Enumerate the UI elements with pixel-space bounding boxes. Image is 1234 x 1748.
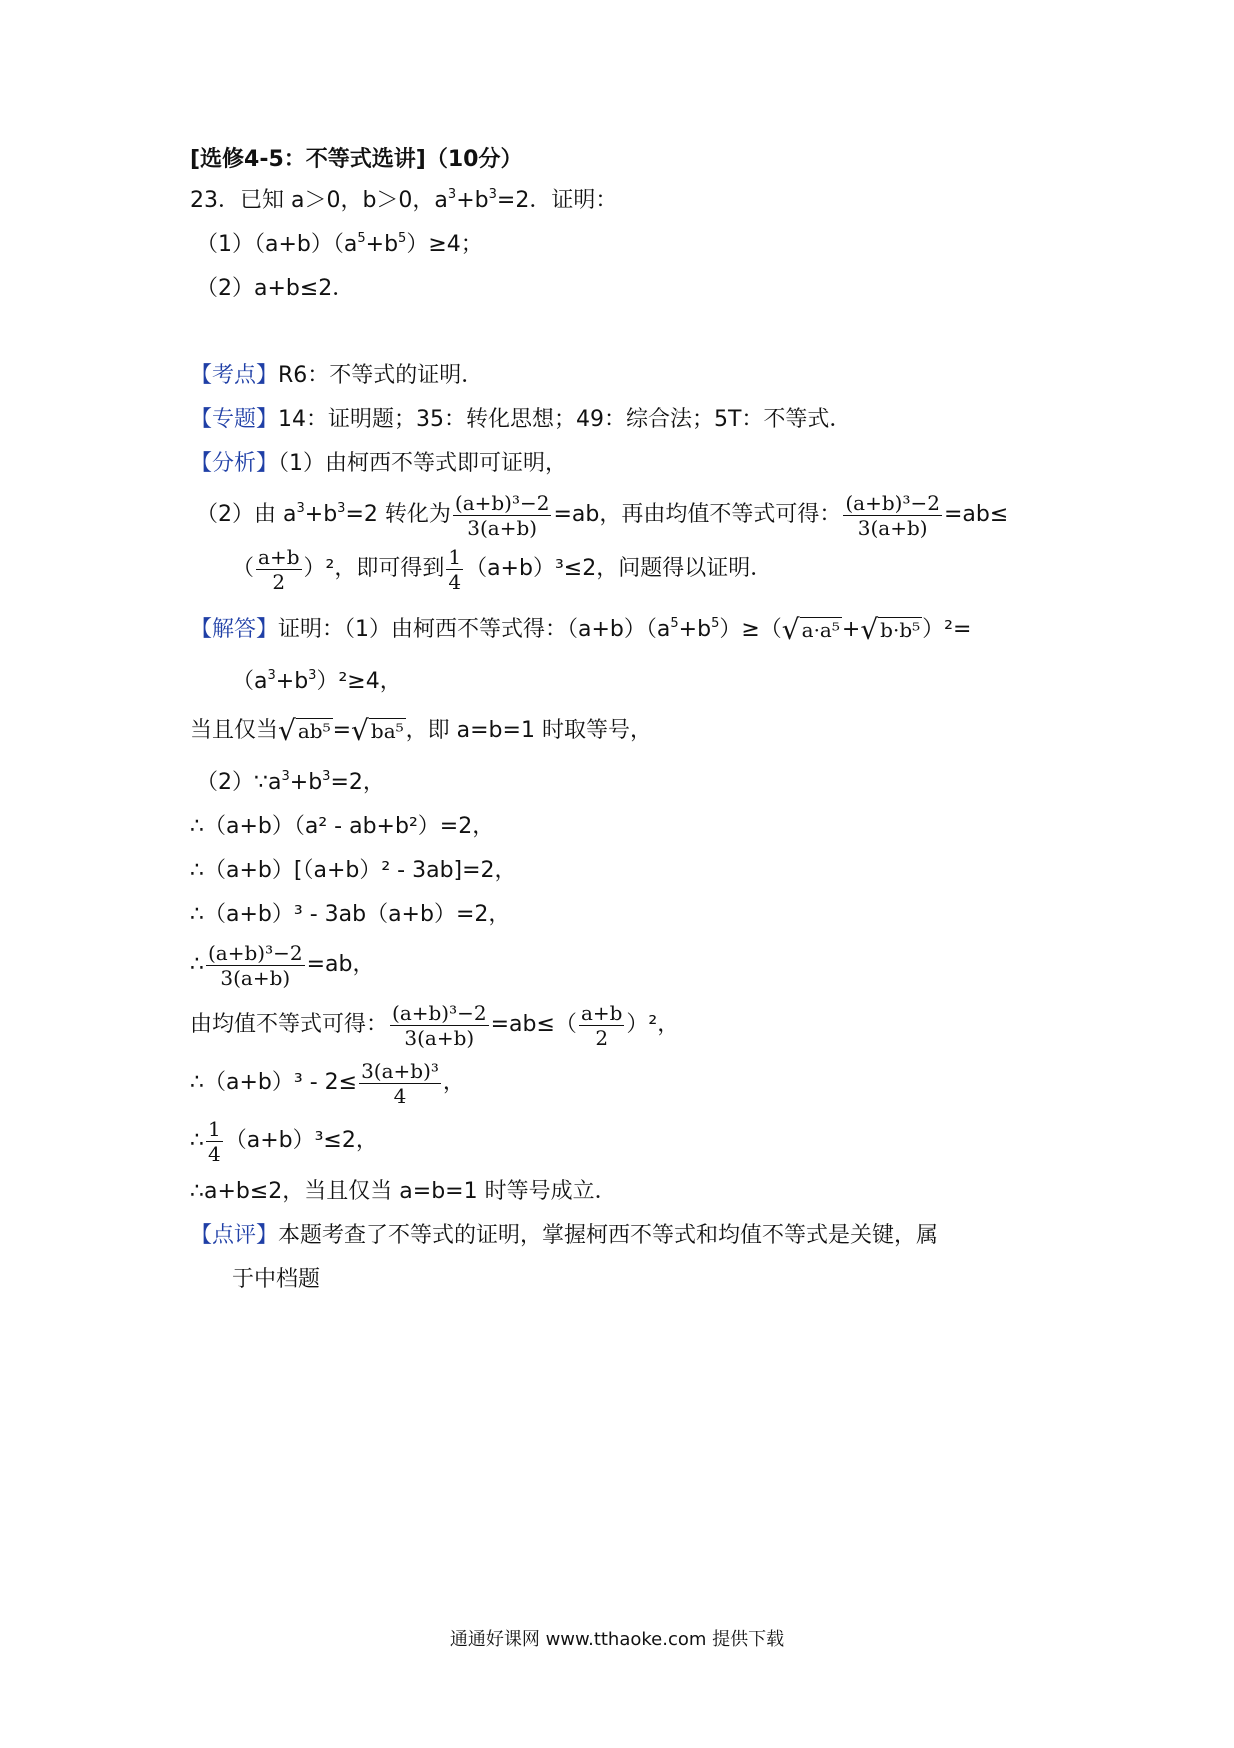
jieda-line1	[190, 612, 971, 648]
exp: 3	[337, 501, 346, 516]
problem-part2: （2）a+b≤2．	[196, 276, 355, 301]
radical-sign: √	[781, 613, 800, 646]
jieda-line8	[190, 940, 374, 990]
exp: 5	[711, 616, 720, 631]
fenxi-text1: （1）由柯西不等式即可证明，	[278, 451, 568, 476]
fenxi-l2-b: +b	[304, 502, 338, 527]
fraction-numerator: 3(a+b)³	[361, 1058, 439, 1083]
jieda-line11	[190, 1116, 378, 1166]
dianping-text1: 本题考查了不等式的证明，掌握柯西不等式和均值不等式是关键，属	[278, 1223, 939, 1248]
exp: 3	[296, 501, 305, 516]
fraction	[390, 1001, 489, 1050]
fraction	[359, 1059, 441, 1108]
part1-c: ）≥4；	[406, 232, 483, 257]
tag-dianping: 【点评】	[190, 1223, 279, 1248]
page-footer: 通通好课网 www.tthaoke.com 提供下载	[449, 1629, 785, 1650]
fraction	[453, 491, 552, 540]
fenxi-l3-b: ）²，即可得到	[303, 556, 445, 581]
fenxi-l2-d: =ab，再由均值不等式可得：	[553, 502, 842, 527]
exp: 5	[398, 231, 407, 246]
fenxi-line2	[196, 490, 1008, 540]
fraction-denominator: 4	[448, 569, 462, 594]
exp: 3	[281, 769, 290, 784]
jieda-line4	[196, 768, 385, 798]
zhuanti-line	[190, 405, 851, 435]
fraction-denominator: 3(a+b)	[467, 515, 538, 540]
jieda-l10-a: ∴（a+b）³ - 2≤	[190, 1070, 358, 1095]
problem-prefix: 23．已知 a＞0，b＞0，a	[190, 188, 448, 213]
fraction-numerator: a+b	[258, 544, 300, 569]
radical-sign: √	[351, 714, 369, 747]
jieda-l2-c: ）²≥4，	[316, 669, 402, 694]
jieda-l1-b: +b	[678, 617, 712, 642]
fraction	[446, 545, 463, 594]
zhuanti-text: 14：证明题；35：转化思想；49：综合法；5T：不等式．	[278, 407, 852, 432]
exp: 5	[357, 231, 366, 246]
exp: 5	[670, 616, 679, 631]
jieda-l4-c: =2，	[330, 770, 385, 795]
jieda-l1-e: ）²=	[922, 617, 972, 642]
radical-sign: √	[278, 714, 296, 747]
fraction-numerator: 1	[448, 544, 462, 569]
jieda-l3-c: ，即 a=b=1 时取等号，	[405, 718, 652, 743]
fraction-denominator: 2	[595, 1025, 609, 1050]
fenxi-l2-a: （2）由 a	[196, 502, 297, 527]
square-root	[351, 713, 406, 749]
part1-b: +b	[365, 232, 399, 257]
fraction-denominator: 3(a+b)	[857, 515, 928, 540]
jieda-line3	[190, 713, 652, 749]
fraction	[206, 941, 305, 990]
fraction-denominator: 4	[393, 1083, 407, 1108]
part1-a: （1）（a+b）（a	[196, 232, 358, 257]
fraction	[579, 1001, 624, 1050]
square-root	[782, 612, 842, 648]
jieda-l2-a: （a	[232, 669, 268, 694]
jieda-l2-b: +b	[275, 669, 309, 694]
jieda-line7: ∴（a+b）³ - 3ab（a+b）=2，	[190, 902, 511, 927]
jieda-l10-b: ，	[442, 1070, 465, 1095]
fraction-denominator: 3(a+b)	[404, 1025, 475, 1050]
radical-sign: √	[860, 613, 879, 646]
fenxi-line3	[232, 544, 772, 594]
fenxi-l2-e: =ab≤	[943, 502, 1009, 527]
radicand: ab⁵	[297, 719, 331, 743]
problem-part1	[196, 230, 483, 260]
fraction	[256, 545, 301, 594]
square-root	[860, 612, 922, 648]
radicand: a·a⁵	[801, 618, 840, 642]
exp: 3	[488, 187, 497, 202]
tag-fenxi: 【分析】	[190, 451, 279, 476]
exp: 3	[267, 668, 276, 683]
fenxi-l3-a: （	[232, 556, 255, 581]
fraction-numerator: (a+b)³−2	[392, 1000, 487, 1025]
tag-zhuanti: 【专题】	[190, 407, 279, 432]
jieda-l9-b: =ab≤（	[490, 1012, 577, 1037]
kaodian-text: R6：不等式的证明．	[278, 363, 484, 388]
section-title: [选修4-5：不等式选讲]（10分）	[190, 147, 523, 172]
tag-jieda: 【解答】	[190, 617, 279, 642]
jieda-l4-b: +b	[289, 770, 323, 795]
fraction-denominator: 3(a+b)	[220, 965, 291, 990]
fraction-numerator: (a+b)³−2	[845, 490, 940, 515]
dianping-line2: 于中档题	[232, 1267, 321, 1292]
problem-tail: =2．证明：	[496, 188, 618, 213]
jieda-line12: ∴a+b≤2，当且仅当 a=b=1 时等号成立．	[190, 1179, 617, 1204]
problem-statement	[190, 186, 617, 216]
jieda-line5: ∴（a+b）（a² - ab+b²）=2，	[190, 814, 495, 839]
jieda-l3-a: 当且仅当	[190, 718, 279, 743]
jieda-l3-b: =	[332, 718, 352, 743]
tag-kaodian: 【考点】	[190, 363, 279, 388]
jieda-l4-a: （2）∵a	[196, 770, 282, 795]
fraction-denominator: 2	[272, 569, 286, 594]
exp: 3	[322, 769, 331, 784]
radicand: b·b⁵	[880, 618, 921, 642]
fraction-denominator: 4	[208, 1141, 221, 1166]
jieda-line2	[232, 667, 402, 697]
kaodian-line	[190, 361, 483, 391]
fraction-numerator: (a+b)³−2	[454, 490, 550, 515]
jieda-l1-d: +	[841, 617, 861, 642]
fraction	[206, 1117, 223, 1166]
fenxi-line1	[190, 449, 567, 479]
dianping-line1	[190, 1221, 938, 1251]
fraction-numerator: (a+b)³−2	[208, 940, 303, 965]
jieda-l9-a: 由均值不等式可得：	[190, 1012, 389, 1037]
fenxi-l2-c: =2 转化为	[345, 502, 451, 527]
fraction	[843, 491, 942, 540]
jieda-l8-a: ∴	[190, 952, 204, 977]
jieda-l1-a: 证明：（1）由柯西不等式得：（a+b）（a	[278, 617, 671, 642]
exp: 3	[447, 187, 457, 202]
problem-sum: +b	[456, 188, 489, 213]
fraction-numerator: a+b	[580, 1000, 623, 1025]
radicand: ba⁵	[370, 719, 404, 743]
jieda-l11-b: （a+b）³≤2，	[224, 1128, 378, 1153]
jieda-line10	[190, 1058, 465, 1108]
square-root	[278, 713, 333, 749]
exp: 3	[308, 668, 317, 683]
jieda-l8-b: =ab，	[306, 952, 375, 977]
fraction-numerator: 1	[208, 1116, 221, 1141]
fenxi-l3-c: （a+b）³≤2，问题得以证明．	[465, 556, 773, 581]
jieda-line9	[190, 1000, 679, 1050]
jieda-line6: ∴（a+b）[（a+b）² - 3ab]=2，	[190, 858, 517, 883]
jieda-l11-a: ∴	[190, 1128, 204, 1153]
jieda-l9-c: ）²，	[626, 1012, 680, 1037]
jieda-l1-c: ）≥（	[719, 617, 782, 642]
